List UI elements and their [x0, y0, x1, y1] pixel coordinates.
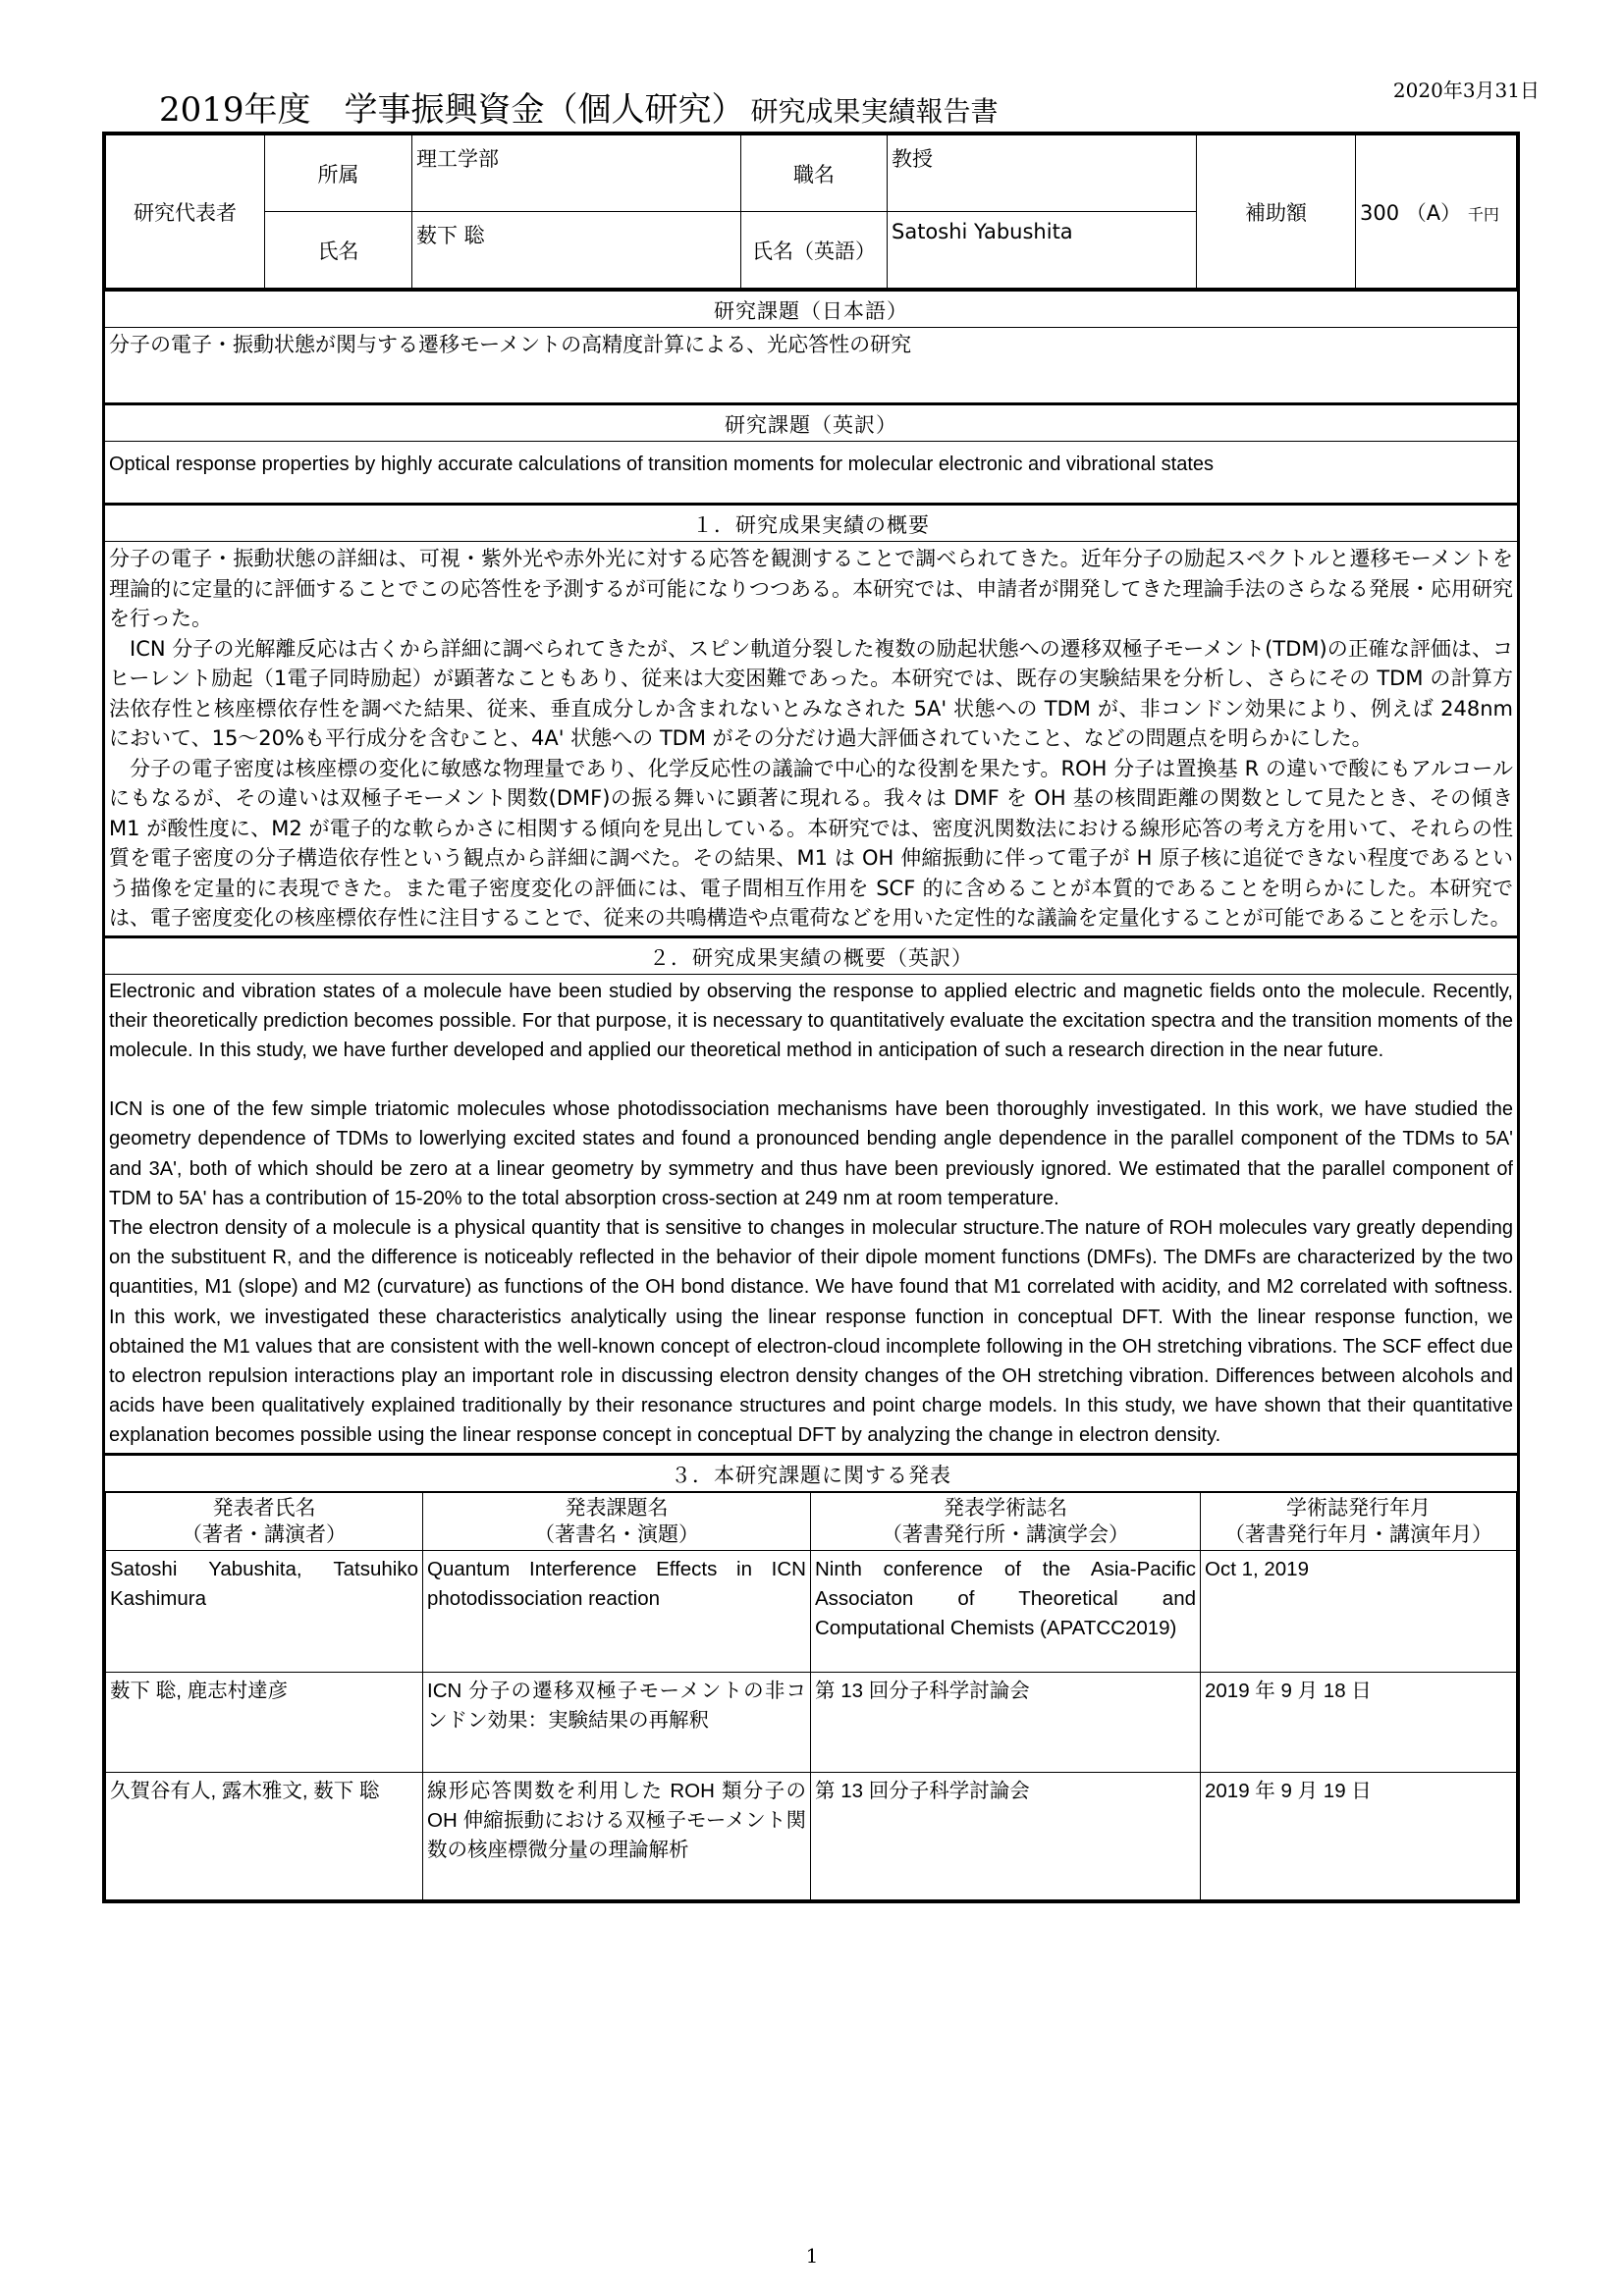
page-number: 1 [805, 2244, 819, 2268]
grant-cell [1356, 135, 1517, 289]
summary-en-heading: ２．研究成果実績の概要（英訳） [105, 935, 1517, 975]
grant-value: 300 （A） [1360, 200, 1462, 225]
table-row [106, 1672, 1517, 1772]
topic-jp-heading: 研究課題（日本語） [105, 289, 1517, 328]
table-row [106, 1550, 1517, 1672]
affiliation-value: 理工学部 [412, 135, 741, 212]
summary-jp-paragraph: 分子の電子密度は核座標の変化に敏感な物理量であり、化学反応性の議論で中心的な役割を果たす。ROH 分子は置換基 R の違いで酸にもアルコールにもなるが、その違いは双極子モーメント関数(DMF)の振る舞いに顕著に現れる。我々は DMF を OH 基の核間距離の関数として見たとき、その傾き M1 が酸性度に、M2 が電子的な軟らかさに相関する傾向を見出している。本研究では、密度汎関数法における線形応答の考え方を用いて、それらの性質を電子密度の分子構造依存性という観点から詳細に調べた。その結果、M1 は OH 伸縮振動に伴って電子が H 原子核に追従できない程度であるという描像を定量的に表現できた。また電子密度変化の評価には、電子間相互作用を SCF 的に含めることが本質的であることを明らかにした。本研究では、電子密度変化の核座標依存性に注目することで、従来の共鳴構造や点電荷などを用いた定性的な議論を定量化することが可能であることを示した。 [109, 756, 1513, 930]
topic-en-text: Optical response properties by highly accurate calculations of transition moments for molecular electronic and vibrational states [109, 454, 1214, 475]
col-header-author: 発表者氏名 （著者・講演者） [106, 1492, 423, 1550]
pub-author: Satoshi Yabushita, Tatsuhiko Kashimura [106, 1550, 423, 1672]
summary-en-paragraph: Electronic and vibration states of a molecule have been studied by observing the response to applied electric and magnetic fields onto the molecule. Recently, their theoretically prediction becomes possible. For that purpose, it is necessary to quantitatively evaluate the excitation spectra and the transition moments of the molecule. In this study, we have further developed and applied our theoretical method in anticipation of such a research direction in the near future. [109, 980, 1513, 1061]
title-main: 2019年度 学事振興資金（個人研究） [159, 90, 745, 130]
publications-header-row [106, 1492, 1517, 1550]
title-sub: 研究成果実績報告書 [750, 95, 999, 128]
report-frame [102, 132, 1520, 1903]
publications-table [105, 1492, 1517, 1900]
col-header-venue: 発表学術誌名 （著書発行所・講演学会） [811, 1492, 1201, 1550]
grant-unit: 千円 [1467, 204, 1499, 224]
position-label: 職名 [741, 135, 888, 212]
grant-label: 補助額 [1197, 135, 1356, 289]
pub-venue: Ninth conference of the Asia-Pacific Associaton of Theoretical and Computational Chemists (APATCC2019) [811, 1550, 1201, 1672]
name-en-label: 氏名（英語） [741, 212, 888, 289]
affiliation-label: 所属 [265, 135, 412, 212]
summary-jp-paragraph: ICN 分子の光解離反応は古くから詳細に調べられてきたが、スピン軌道分裂した複数の励起状態への遷移双極子モーメント(TDM)の正確な評価は、コヒーレント励起（1電子同時励起）が顕著なこともあり、従来は大変困難であった。本研究では、既存の実験結果を分析し、さらにその TDM の計算方法依存性と核座標依存性を調べた結果、従来、垂直成分しか含まれないとみなされた 5A' 状態への TDM が、非コンドン効果により、例えば 248nm において、15～20%も平行成分を含むこと、4A' 状態への TDM がその分だけ過大評価されていたこと、などの問題点を明らかにした。 [109, 636, 1513, 750]
pub-author: 薮下 聡, 鹿志村達彦 [106, 1672, 423, 1772]
summary-jp-body [105, 542, 1517, 935]
pub-title: Quantum Interference Effects in ICN photodissociation reaction [423, 1550, 811, 1672]
paragraph-spacer [109, 1065, 1513, 1095]
header-table [105, 134, 1517, 289]
pub-title: 線形応答関数を利用した ROH 類分子の OH 伸縮振動における双極子モーメント関数の核座標微分量の理論解析 [423, 1772, 811, 1899]
summary-en-body [105, 975, 1517, 1453]
col-header-date: 学術誌発行年月 （著書発行年月・講演年月） [1201, 1492, 1517, 1550]
topic-jp-text: 分子の電子・振動状態が関与する遷移モーメントの高精度計算による、光応答性の研究 [109, 333, 912, 356]
topic-en-heading: 研究課題（英訳） [105, 402, 1517, 442]
representative-label: 研究代表者 [106, 135, 265, 289]
summary-en-paragraph: The electron density of a molecule is a physical quantity that is sensitive to changes in molecular structure.The nature of ROH molecules vary greatly depending on the substituent R, and the difference is noticeably reflected in the behavior of their dipole moment functions (DMFs). The DMFs are characterized by the two quantities, M1 (slope) and M2 (curvature) as functions of the OH bond distance. We have found that M1 correlated with acidity, and M2 correlated with softness. In this work, we investigated these characteristics analytically using the linear response function in conceptual DFT. With the linear response function, we obtained the M1 values that are consistent with the well-known concept of electron-cloud incomplete following in the OH stretching vibrations. The SCF effect due to electron repulsion interactions play an important role in discussing electron density changes of the OH stretching vibration. Differences between alcohols and acids have been qualitatively explained traditionally by their resonance structures and point charge models. In this study, we have shown that their quantitative explanation becomes possible using the linear response concept in conceptual DFT by analyzing the change in electron density. [109, 1216, 1513, 1447]
page-title [159, 82, 999, 131]
pub-title: ICN 分子の遷移双極子モーメントの非コンドン効果：実験結果の再解釈 [423, 1672, 811, 1772]
col-header-title: 発表課題名 （著書名・演題） [423, 1492, 811, 1550]
pub-date: 2019 年 9 月 18 日 [1201, 1672, 1517, 1772]
summary-jp-heading: １．研究成果実績の概要 [105, 503, 1517, 542]
publications-heading: ３．本研究課題に関する発表 [105, 1453, 1517, 1492]
summary-jp-paragraph: 分子の電子・振動状態の詳細は、可視・紫外光や赤外光に対する応答を観測することで調べられてきた。近年分子の励起スペクトルと遷移モーメントを理論的に定量的に評価することでこの応答性を予測するが可能になりつつある。本研究では、申請者が開発してきた理論手法のさらなる発展・応用研究を行った。 [109, 547, 1513, 630]
position-value: 教授 [888, 135, 1197, 212]
table-row [106, 1772, 1517, 1899]
pub-date: Oct 1, 2019 [1201, 1550, 1517, 1672]
name-label: 氏名 [265, 212, 412, 289]
pub-date: 2019 年 9 月 19 日 [1201, 1772, 1517, 1899]
pub-venue: 第 13 回分子科学討論会 [811, 1672, 1201, 1772]
report-date: 2020年3月31日 [1392, 79, 1540, 102]
pub-venue: 第 13 回分子科学討論会 [811, 1772, 1201, 1899]
pub-author: 久賀谷有人, 露木雅文, 薮下 聡 [106, 1772, 423, 1899]
summary-en-paragraph: ICN is one of the few simple triatomic molecules whose photodissociation mechanisms have been thoroughly investigated. In this work, we have studied the geometry dependence of TDMs to lowerlying excited states and found a pronounced bending angle dependence in the parallel component of the TDMs to 5A' and 3A', both of which should be zero at a linear geometry by symmetry and thus have been previously ignored. We estimated that the parallel component of TDM to 5A' has a contribution of 15-20% to the total absorption cross-section at 249 nm at room temperature. [109, 1098, 1513, 1209]
name-value: 薮下 聡 [412, 212, 741, 289]
name-en-value: Satoshi Yabushita [888, 212, 1197, 289]
